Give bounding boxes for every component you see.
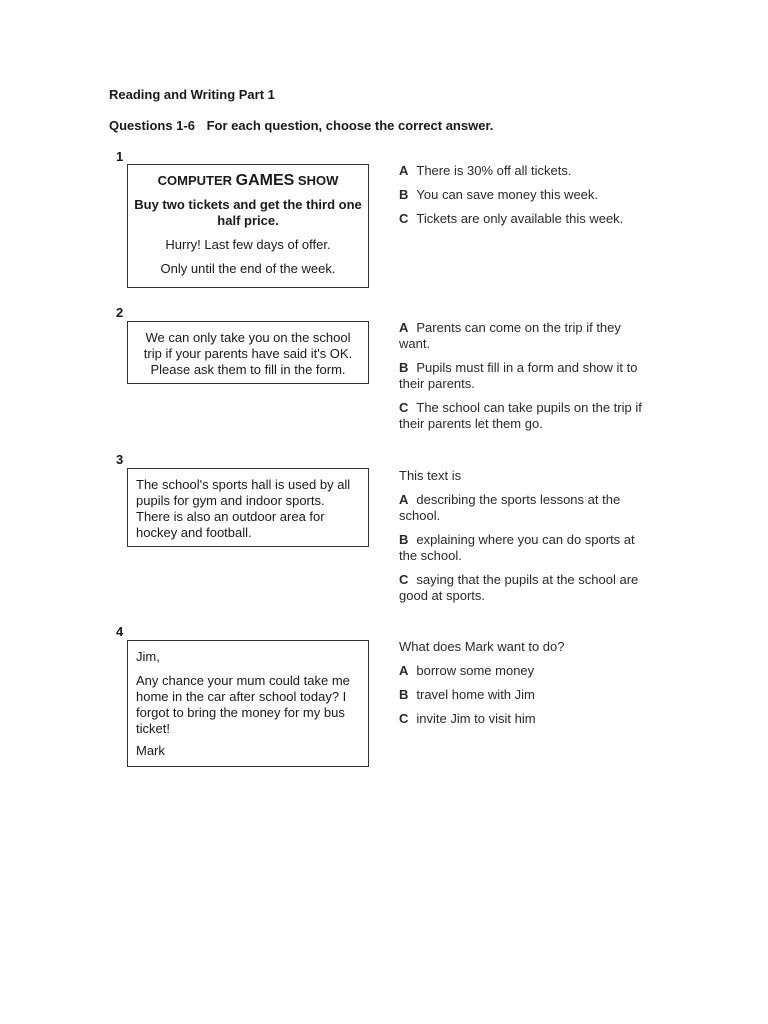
note-body: Any chance your mum could take me home in the car after school today? I forgot to bring the money for my bus ticket! — [136, 673, 350, 736]
notice-box-1 — [127, 164, 369, 288]
option-a[interactable]: A borrow some money — [399, 663, 535, 678]
page-title: Reading and Writing Part 1 — [109, 87, 275, 102]
options-4 — [399, 639, 639, 735]
option-a[interactable]: A There is 30% off all tickets. — [399, 163, 572, 178]
notice-text: The school's sports hall is used by all pupils for gym and indoor sports. There is also an outdoor area for hockey and football. — [136, 477, 351, 540]
option-a[interactable]: A describing the sports lessons at the school. — [399, 492, 621, 523]
notice-line: Hurry! Last few days of offer. — [165, 237, 331, 252]
option-b[interactable]: B Pupils must fill in a form and show it to their parents. — [399, 360, 638, 391]
option-b[interactable]: B explaining where you can do sports at the school. — [399, 532, 635, 563]
option-c[interactable]: C Tickets are only available this week. — [399, 211, 624, 226]
notice-box-2 — [127, 321, 369, 384]
question-number-1: 1 — [116, 149, 124, 164]
question-stem: This text is — [399, 468, 462, 483]
notice-headline: COMPUTER GAMES SHOW — [157, 172, 339, 189]
options-1 — [399, 163, 649, 235]
notice-offer: Buy two tickets and get the third one half price. — [134, 197, 362, 228]
notice-box-4 — [127, 640, 369, 767]
note-signoff: Mark — [136, 743, 165, 758]
notice-text: We can only take you on the school trip if your parents have said it's OK. Please ask them to fill in the form. — [143, 330, 353, 377]
question-number-2: 2 — [116, 305, 124, 320]
option-c[interactable]: C invite Jim to visit him — [399, 711, 536, 726]
notice-line: Only until the end of the week. — [160, 261, 336, 276]
question-stem: What does Mark want to do? — [399, 639, 565, 654]
instruction-text: For each question, choose the correct answer. — [206, 118, 494, 133]
options-2 — [399, 320, 644, 440]
questions-label: Questions 1-6 — [109, 118, 195, 133]
options-3 — [399, 468, 639, 612]
option-b[interactable]: B travel home with Jim — [399, 687, 535, 702]
option-b[interactable]: B You can save money this week. — [399, 187, 599, 202]
question-number-3: 3 — [116, 452, 124, 467]
option-a[interactable]: A Parents can come on the trip if they want. — [399, 320, 621, 351]
note-greeting: Jim, — [136, 649, 160, 664]
option-c[interactable]: C The school can take pupils on the trip if their parents let them go. — [399, 400, 642, 431]
instructions — [109, 118, 493, 133]
option-c[interactable]: C saying that the pupils at the school are good at sports. — [399, 572, 639, 603]
question-number-4: 4 — [116, 624, 124, 639]
notice-box-3 — [127, 468, 369, 547]
